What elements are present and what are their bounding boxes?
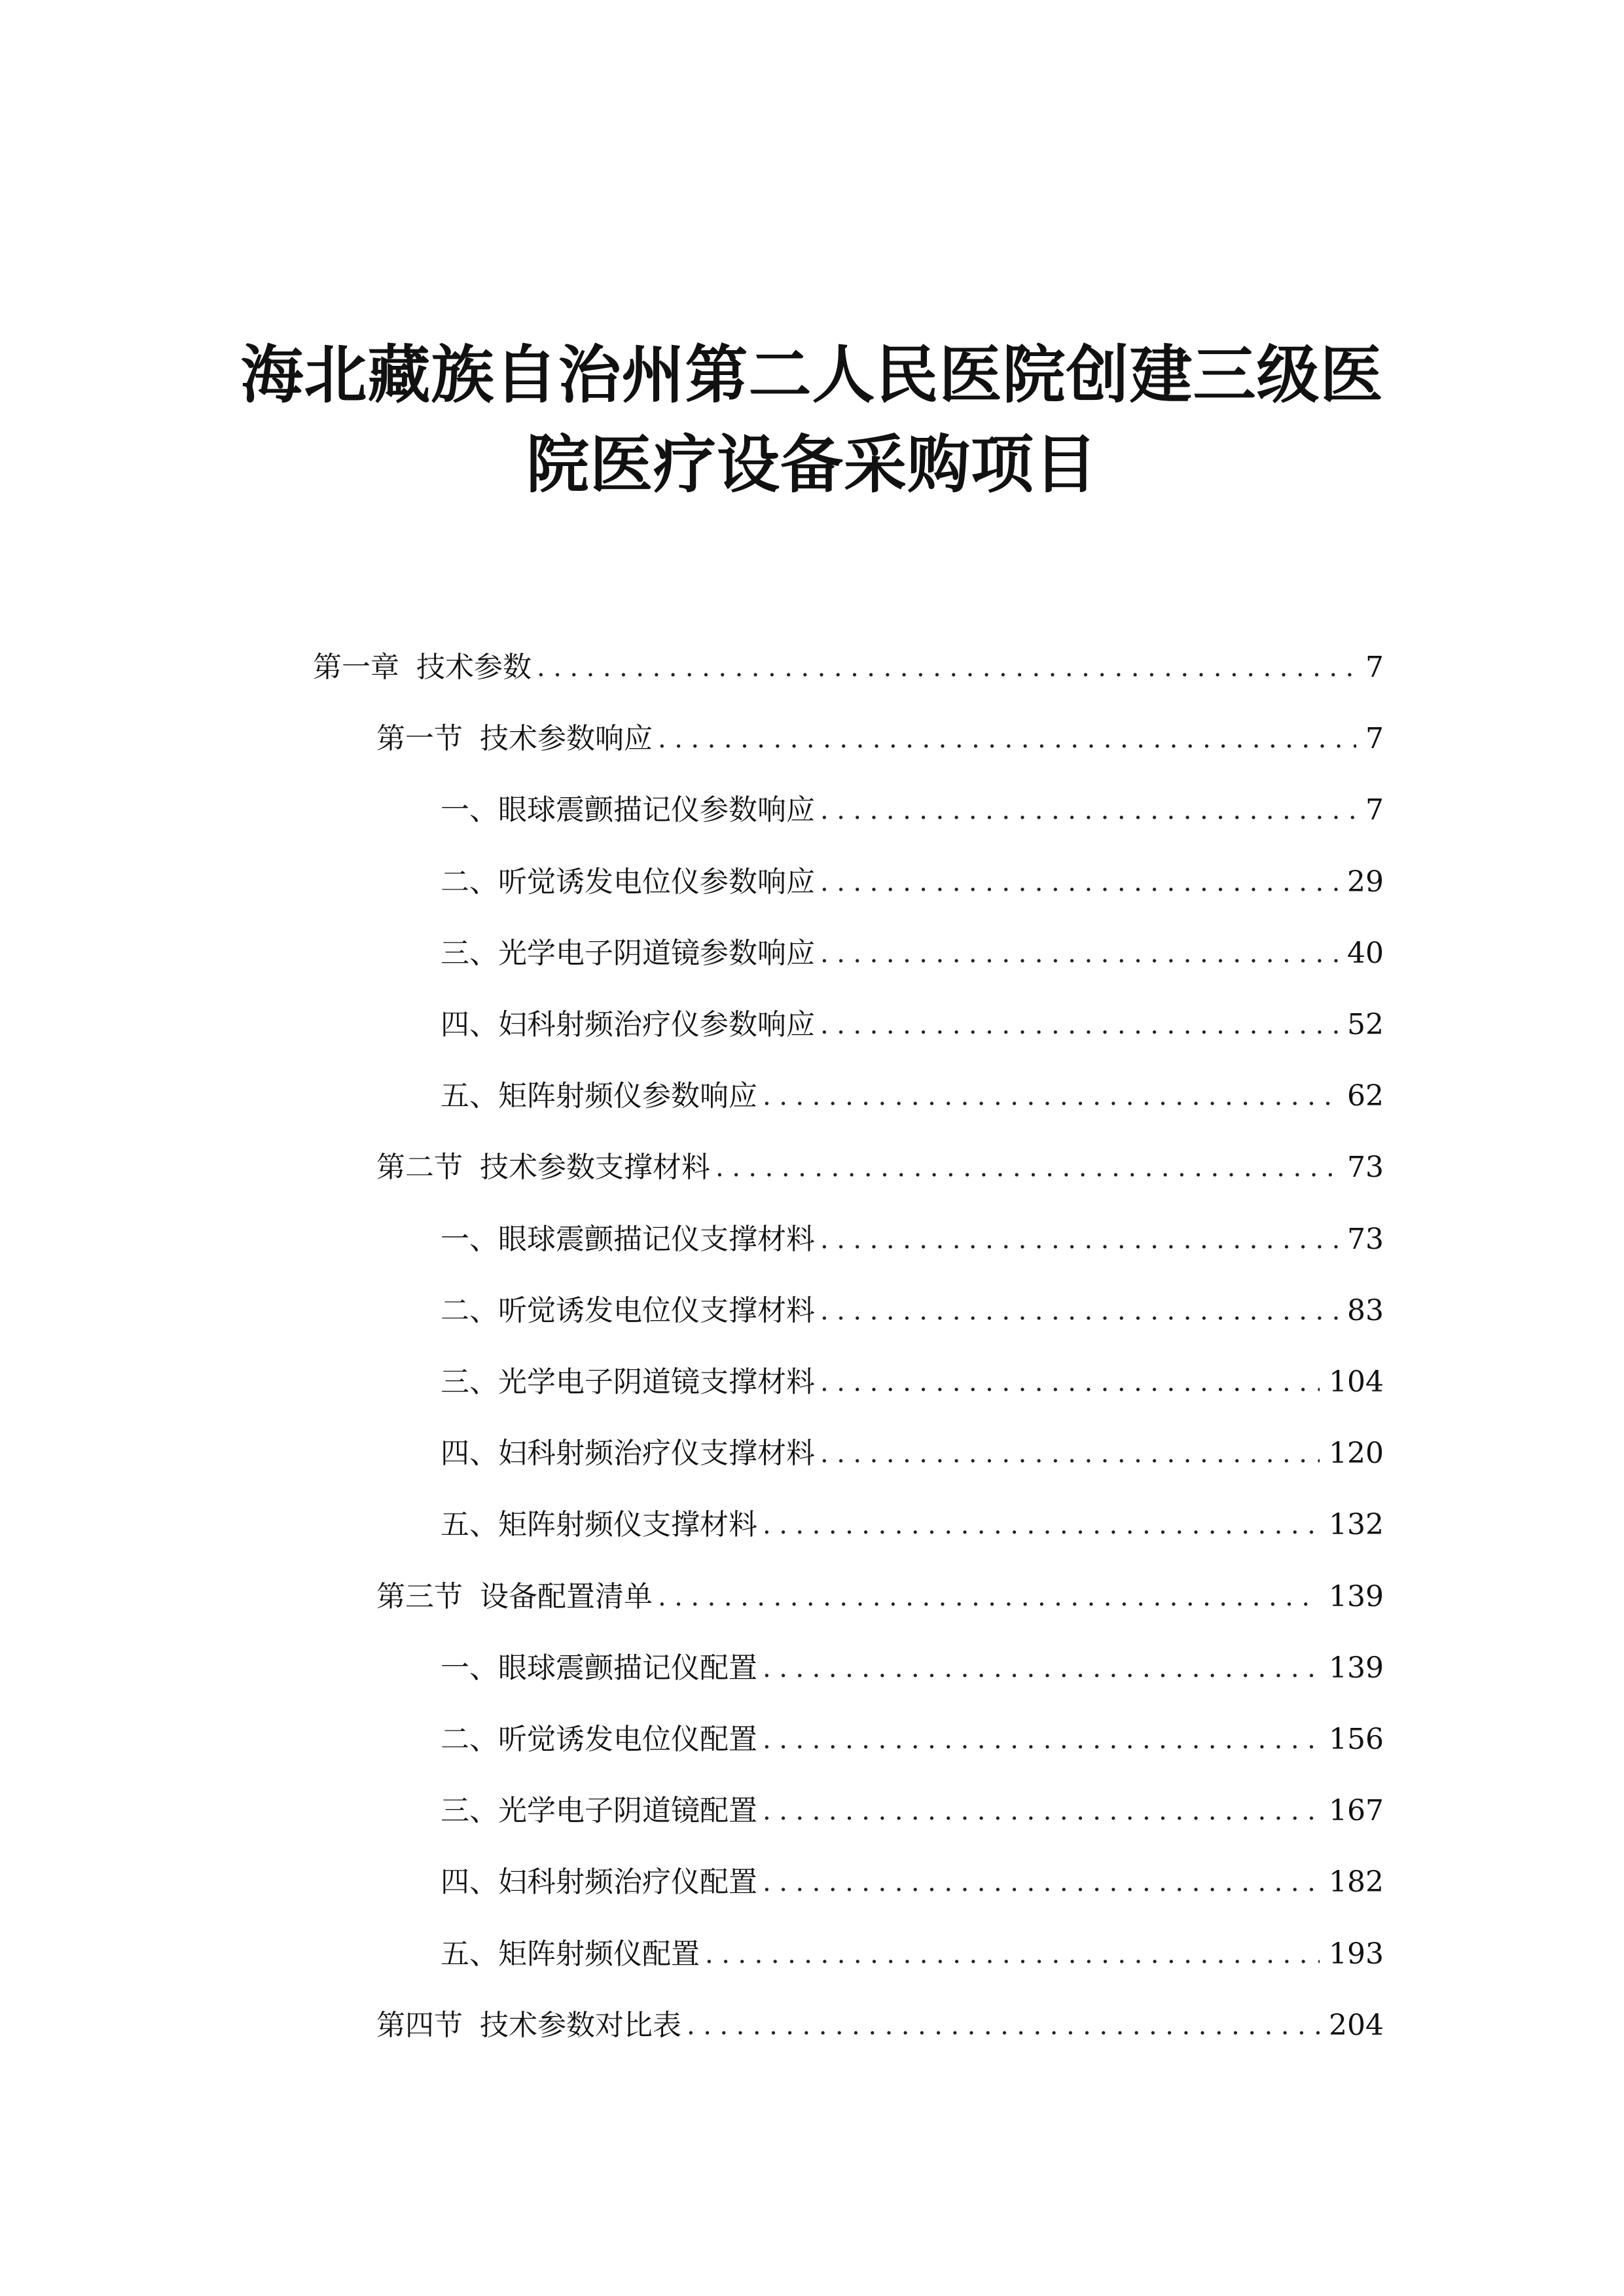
toc-entry[interactable] [441, 1927, 1384, 1973]
toc-entry-page-number: 7 [1365, 722, 1384, 756]
toc-entry[interactable] [441, 855, 1384, 901]
toc-entry-label: 矩阵射频仪配置 [498, 1937, 700, 1971]
toc-entry-label: 眼球震颤描记仪参数响应 [498, 793, 815, 827]
toc-entry-number: 五、 [441, 1079, 498, 1113]
toc-entry-page-number: 139 [1329, 1651, 1384, 1685]
toc-entry-page-number: 132 [1329, 1508, 1384, 1542]
title-line-2: 院医疗设备采购项目 [526, 428, 1098, 501]
toc-dot-leader [763, 1793, 1320, 1829]
title-line-1: 海北藏族自治州第二人民医院创建三级医 [240, 338, 1384, 412]
toc-entry-label: 听觉诱发电位仪参数响应 [498, 865, 815, 899]
toc-dot-leader [705, 1936, 1320, 1973]
toc-entry-label: 眼球震颤描记仪支撑材料 [498, 1222, 815, 1256]
toc-entry-page-number: 182 [1329, 1865, 1384, 1899]
toc-entry-number: 第三节 [376, 1579, 463, 1613]
toc-entry-number: 三、 [441, 1794, 498, 1828]
toc-dot-leader [763, 1507, 1320, 1543]
toc-entry-number: 四、 [441, 1865, 498, 1899]
toc-dot-leader [715, 1149, 1338, 1186]
toc-entry-number: 第一节 [376, 722, 463, 756]
toc-dot-leader [820, 1435, 1320, 1472]
toc-dot-leader [687, 2007, 1320, 2044]
toc-entry-number: 四、 [441, 1437, 498, 1471]
toc-entry[interactable] [441, 1283, 1384, 1329]
toc-entry[interactable] [441, 1641, 1384, 1687]
toc-entry-number: 二、 [441, 865, 498, 899]
toc-dot-leader [537, 649, 1356, 686]
toc-entry[interactable] [441, 1784, 1384, 1829]
toc-entry-page-number: 204 [1329, 2008, 1384, 2042]
toc-entry-label: 技术参数对比表 [480, 2008, 681, 2042]
toc-entry-label: 听觉诱发电位仪配置 [498, 1723, 757, 1756]
toc-entry[interactable] [441, 1712, 1384, 1758]
toc-entry-page-number: 62 [1347, 1079, 1384, 1113]
toc-entry-page-number: 29 [1347, 865, 1384, 899]
toc-entry-label: 妇科射频治疗仪配置 [498, 1865, 757, 1899]
toc-entry-label: 技术参数支撑材料 [480, 1151, 710, 1185]
toc-entry[interactable] [441, 783, 1384, 829]
toc-entry-number: 五、 [441, 1508, 498, 1542]
toc-entry-page-number: 52 [1347, 1008, 1384, 1041]
toc-entry-page-number: 73 [1347, 1222, 1384, 1256]
toc-entry[interactable] [376, 711, 1384, 757]
toc-entry-label: 眼球震颤描记仪配置 [498, 1651, 757, 1685]
toc-dot-leader [820, 1364, 1320, 1401]
toc-entry-label: 技术参数响应 [480, 722, 653, 756]
toc-entry-number: 一、 [441, 1651, 498, 1685]
toc-entry[interactable] [376, 1570, 1384, 1615]
toc-entry-page-number: 73 [1347, 1151, 1384, 1185]
toc-entry[interactable] [376, 1140, 1384, 1186]
toc-entry-number: 第二节 [376, 1151, 463, 1185]
toc-dot-leader [820, 1221, 1338, 1258]
toc-dot-leader [763, 1078, 1338, 1115]
toc-entry-number: 三、 [441, 936, 498, 970]
toc-entry[interactable] [441, 1855, 1384, 1901]
toc-entry[interactable] [441, 926, 1384, 972]
toc-entry-number: 第一章 [313, 651, 399, 684]
toc-entry-number: 第四节 [376, 2008, 463, 2042]
toc-entry-page-number: 104 [1329, 1365, 1384, 1399]
toc-dot-leader [820, 792, 1356, 829]
toc-dot-leader [820, 935, 1338, 972]
toc-entry-number: 一、 [441, 1222, 498, 1256]
toc-entry[interactable] [313, 640, 1384, 686]
toc-entry-page-number: 167 [1329, 1794, 1384, 1828]
toc-dot-leader [820, 1007, 1338, 1043]
toc-entry-number: 三、 [441, 1365, 498, 1399]
toc-dot-leader [763, 1650, 1320, 1687]
toc-entry-label: 矩阵射频仪支撑材料 [498, 1508, 757, 1542]
toc-entry-number: 一、 [441, 793, 498, 827]
toc-entry-page-number: 40 [1347, 936, 1384, 970]
toc-entry-label: 技术参数 [416, 651, 532, 684]
toc-entry[interactable] [441, 1355, 1384, 1401]
toc-entry-page-number: 83 [1347, 1293, 1384, 1327]
toc-entry[interactable] [441, 1212, 1384, 1258]
toc-entry-label: 光学电子阴道镜参数响应 [498, 936, 815, 970]
toc-entry-number: 五、 [441, 1937, 498, 1971]
toc-entry-page-number: 156 [1329, 1723, 1384, 1756]
toc-entry-page-number: 193 [1329, 1937, 1384, 1971]
toc-entry-label: 听觉诱发电位仪支撑材料 [498, 1293, 815, 1327]
toc-dot-leader [658, 1579, 1320, 1615]
toc-dot-leader [658, 721, 1356, 757]
toc-dot-leader [763, 1864, 1320, 1901]
toc-entry-number: 四、 [441, 1008, 498, 1041]
toc-entry-page-number: 7 [1365, 793, 1384, 827]
toc-entry-number: 二、 [441, 1723, 498, 1756]
toc-dot-leader [820, 864, 1338, 901]
toc-entry-page-number: 120 [1329, 1437, 1384, 1471]
toc-entry-label: 妇科射频治疗仪参数响应 [498, 1008, 815, 1041]
toc-entry-number: 二、 [441, 1293, 498, 1327]
toc-entry-label: 矩阵射频仪参数响应 [498, 1079, 757, 1113]
toc-entry-label: 光学电子阴道镜配置 [498, 1794, 757, 1828]
toc-dot-leader [820, 1293, 1338, 1329]
toc-entry[interactable] [441, 1426, 1384, 1472]
toc-entry-label: 设备配置清单 [480, 1579, 653, 1613]
toc-entry[interactable] [441, 1069, 1384, 1115]
document-title [0, 331, 1624, 510]
toc-entry-page-number: 7 [1365, 651, 1384, 684]
toc-dot-leader [763, 1721, 1320, 1758]
toc-entry[interactable] [441, 997, 1384, 1043]
toc-entry-label: 妇科射频治疗仪支撑材料 [498, 1437, 815, 1471]
toc-entry[interactable] [376, 1998, 1384, 2044]
toc-entry-page-number: 139 [1329, 1579, 1384, 1613]
toc-entry-label: 光学电子阴道镜支撑材料 [498, 1365, 815, 1399]
toc-entry[interactable] [441, 1498, 1384, 1543]
